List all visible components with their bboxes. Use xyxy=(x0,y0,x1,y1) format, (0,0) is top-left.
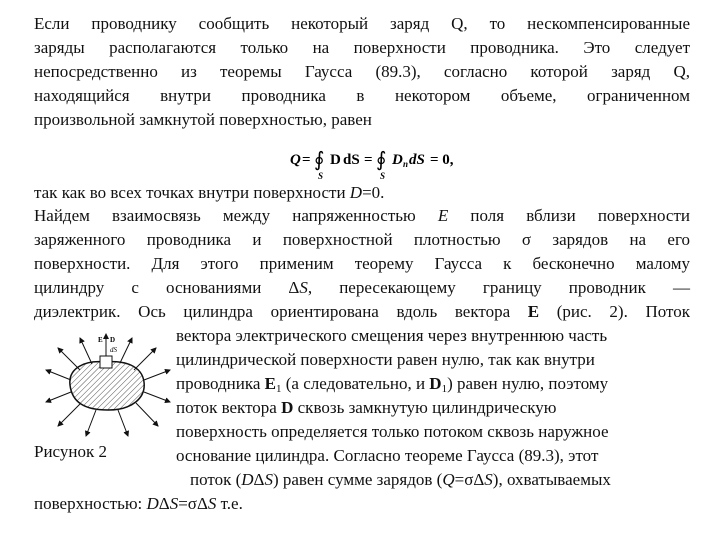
formula-eq2: = xyxy=(364,152,373,168)
text-line-9: поверхности. Для этого применим теорему Гаусса к бесконечно малому xyxy=(34,254,690,273)
formula-vec-d: D xyxy=(330,152,341,168)
text-line-2: заряды располагаются только на поверхности проводника. Это следует xyxy=(34,38,690,57)
formula-integral-1: ∮ xyxy=(314,147,325,171)
text-line-5: произвольной замкнутой поверхностью, равен xyxy=(34,110,372,129)
text-line-7: Найдем взаимосвязь между напряженностью E поля вблизи поверхности xyxy=(34,206,690,225)
gauss-formula xyxy=(288,146,478,182)
text-line-19: поверхностью: DΔS=σΔS т.е. xyxy=(34,494,243,513)
conductor-field-figure xyxy=(40,330,175,440)
text-line-14: проводника $E_1$ (а следовательно, и $D_1$) равен нулю, поэтому xyxy=(176,374,609,395)
formula-result: = 0, xyxy=(430,152,454,168)
formula-dn: D xyxy=(392,152,403,168)
text-line-17: основание цилиндра. Согласно теореме Гаусса (89.3), этот xyxy=(176,446,599,465)
formula-sub-s-1: S xyxy=(318,171,324,181)
formula-eq1: = xyxy=(302,152,311,168)
text-line-11: диэлектрик. Ось цилиндра ориентирована вдоль вектора E (рис. 2). Поток xyxy=(34,302,690,321)
formula-ds: dS xyxy=(343,152,360,168)
conductor-body xyxy=(70,362,144,410)
formula-ds-2: dS xyxy=(409,152,425,168)
figure-caption: Рисунок 2 xyxy=(34,442,107,461)
text-line-18: поток (DΔS) равен сумме зарядов (Q=σΔS), охватываемых xyxy=(190,470,611,489)
text-line-12: вектора электрического смещения через внутреннюю часть xyxy=(176,326,608,345)
label-ds: dS xyxy=(110,346,117,354)
text-line-10: цилиндру с основаниями ΔS, пересекающему границу проводник — xyxy=(34,278,690,297)
text-line-16: поверхность определяется только потоком сквозь наружное xyxy=(176,422,609,441)
label-e: E xyxy=(98,336,103,344)
formula-n: n xyxy=(403,159,409,169)
text-line-6: так как во всех точках внутри поверхности D=0. xyxy=(34,183,385,202)
text-line-13: цилиндрической поверхности равен нулю, так как внутри xyxy=(176,350,595,369)
label-d: D xyxy=(110,336,116,344)
gauss-cylinder xyxy=(100,356,112,368)
text-line-8: заряженного проводника и поверхностной плотностью σ зарядов на его xyxy=(34,230,690,249)
text-line-4: находящийся внутри проводника в некотором объеме, ограниченном xyxy=(34,86,690,105)
text-line-1: Если проводнику сообщить некоторый заряд Q, то нескомпенсированные xyxy=(34,14,690,33)
formula-q: Q xyxy=(290,152,301,168)
text-line-15: поток вектора D сквозь замкнутую цилиндрическую xyxy=(176,398,557,417)
formula-integral-2: ∮ xyxy=(376,147,387,171)
formula-sub-s-2: S xyxy=(380,171,386,181)
text-line-3: непосредственно из теоремы Гаусса (89.3), согласно которой заряд Q, xyxy=(34,62,690,81)
